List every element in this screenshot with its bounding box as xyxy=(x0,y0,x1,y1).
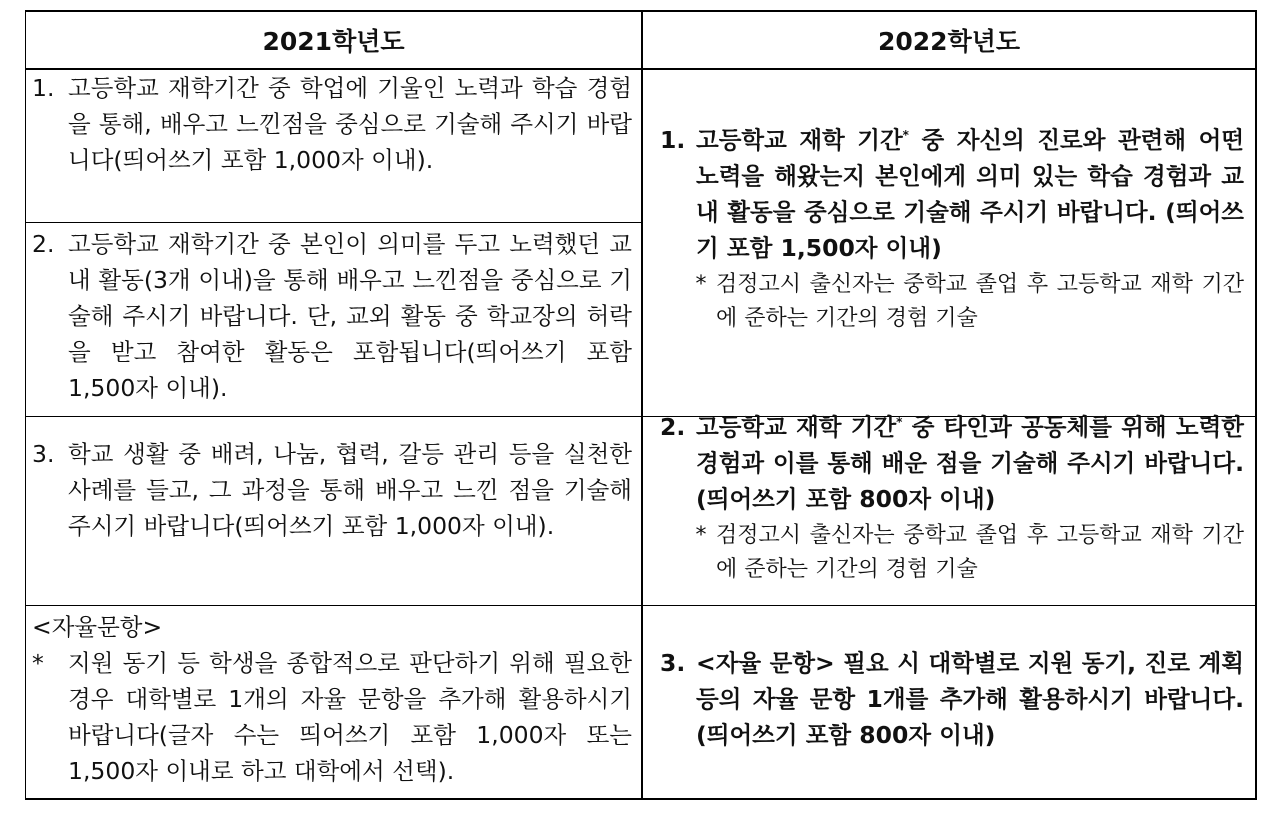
left-q4-label: <자율문항> xyxy=(32,613,163,641)
left-question-2 xyxy=(32,226,632,406)
right-q2-text xyxy=(696,409,1244,517)
right-q1-asterisk: * xyxy=(902,128,909,143)
left-q2-number: 2. xyxy=(32,230,55,258)
header-2022 xyxy=(643,12,1255,68)
left-row-divider-1 xyxy=(26,222,641,223)
left-q4-text: 지원 동기 등 학생을 종합적으로 판단하기 위해 필요한 경우 대학별로 1개의 자율 문항을 추가해 활용하시기 바랍니다(글자 수는 띄어쓰기 포함 1,000자 또는 1,500자 이내로 하고 대학에서 선택). xyxy=(68,649,632,785)
right-question-1 xyxy=(660,122,1244,336)
right-question-2 xyxy=(660,409,1244,587)
right-q1-text-before: 고등학교 재학 기간 xyxy=(696,126,903,154)
right-q1-note-mark: * xyxy=(695,272,707,297)
left-question-1 xyxy=(32,70,632,178)
header-2022-label: 2022학년도 xyxy=(877,27,1021,56)
right-q1-number: 1. xyxy=(660,126,686,154)
right-q2-number: 2. xyxy=(660,413,686,441)
left-q1-text: 고등학교 재학기간 중 학업에 기울인 노력과 학습 경험을 통해, 배우고 느낀점을 중심으로 기술해 주시기 바랍니다(띄어쓰기 포함 1,000자 이내). xyxy=(68,74,632,174)
header-2021-label: 2021학년도 xyxy=(262,27,405,56)
comparison-table xyxy=(25,10,1257,800)
right-q1-note xyxy=(660,268,1244,336)
left-q4-mark: * xyxy=(32,649,44,677)
left-question-3 xyxy=(32,436,632,544)
column-divider xyxy=(641,12,643,798)
left-q2-text: 고등학교 재학기간 중 본인이 의미를 두고 노력했던 교내 활동(3개 이내)을 통해 배우고 느낀점을 중심으로 기술해 주시기 바랍니다. 단, 교외 활동 중 학교장의 허락을 받고 참여한 활동은 포함됩니다(띄어쓰기 포함 1,500자 이내). xyxy=(68,230,632,402)
right-q2-text-after: 중 타인과 공동체를 위해 노력한 경험과 이를 통해 배운 점을 기술해 주시기 바랍니다. (띄어쓰기 포함 800자 이내) xyxy=(696,413,1244,513)
right-q2-note xyxy=(660,519,1244,587)
left-q1-number: 1. xyxy=(32,74,55,102)
right-q1-text xyxy=(696,122,1244,266)
right-q2-note-mark: * xyxy=(695,523,707,548)
right-q1-note-text: 검정고시 출신자는 중학교 졸업 후 고등학교 재학 기간에 준하는 기간의 경험 기술 xyxy=(716,272,1244,331)
left-row-divider-3 xyxy=(26,605,1255,606)
right-q2-text-before: 고등학교 재학 기간 xyxy=(696,413,897,441)
left-q3-number: 3. xyxy=(32,440,55,468)
left-q3-text: 학교 생활 중 배려, 나눔, 협력, 갈등 관리 등을 실천한 사례를 들고, 그 과정을 통해 배우고 느낀 점을 기술해 주시기 바랍니다(띄어쓰기 포함 1,000자 이내). xyxy=(68,440,632,540)
right-q2-note-text: 검정고시 출신자는 중학교 졸업 후 고등학교 재학 기간에 준하는 기간의 경험 기술 xyxy=(716,523,1244,582)
left-question-4 xyxy=(32,609,632,789)
header-2021 xyxy=(26,12,641,68)
right-q2-asterisk: * xyxy=(896,415,903,430)
right-question-3 xyxy=(660,645,1244,753)
right-q3-number: 3. xyxy=(660,649,686,677)
right-q1-text-after: 중 자신의 진로와 관련해 어떤 노력을 해왔는지 본인에게 의미 있는 학습 경험과 교내 활동을 중심으로 기술해 주시기 바랍니다. (띄어쓰기 포함 1,500자 이내) xyxy=(696,126,1244,262)
right-q3-text: <자율 문항> 필요 시 대학별로 지원 동기, 진로 계획 등의 자율 문항 1개를 추가해 활용하시기 바랍니다.(띄어쓰기 포함 800자 이내) xyxy=(696,649,1244,749)
